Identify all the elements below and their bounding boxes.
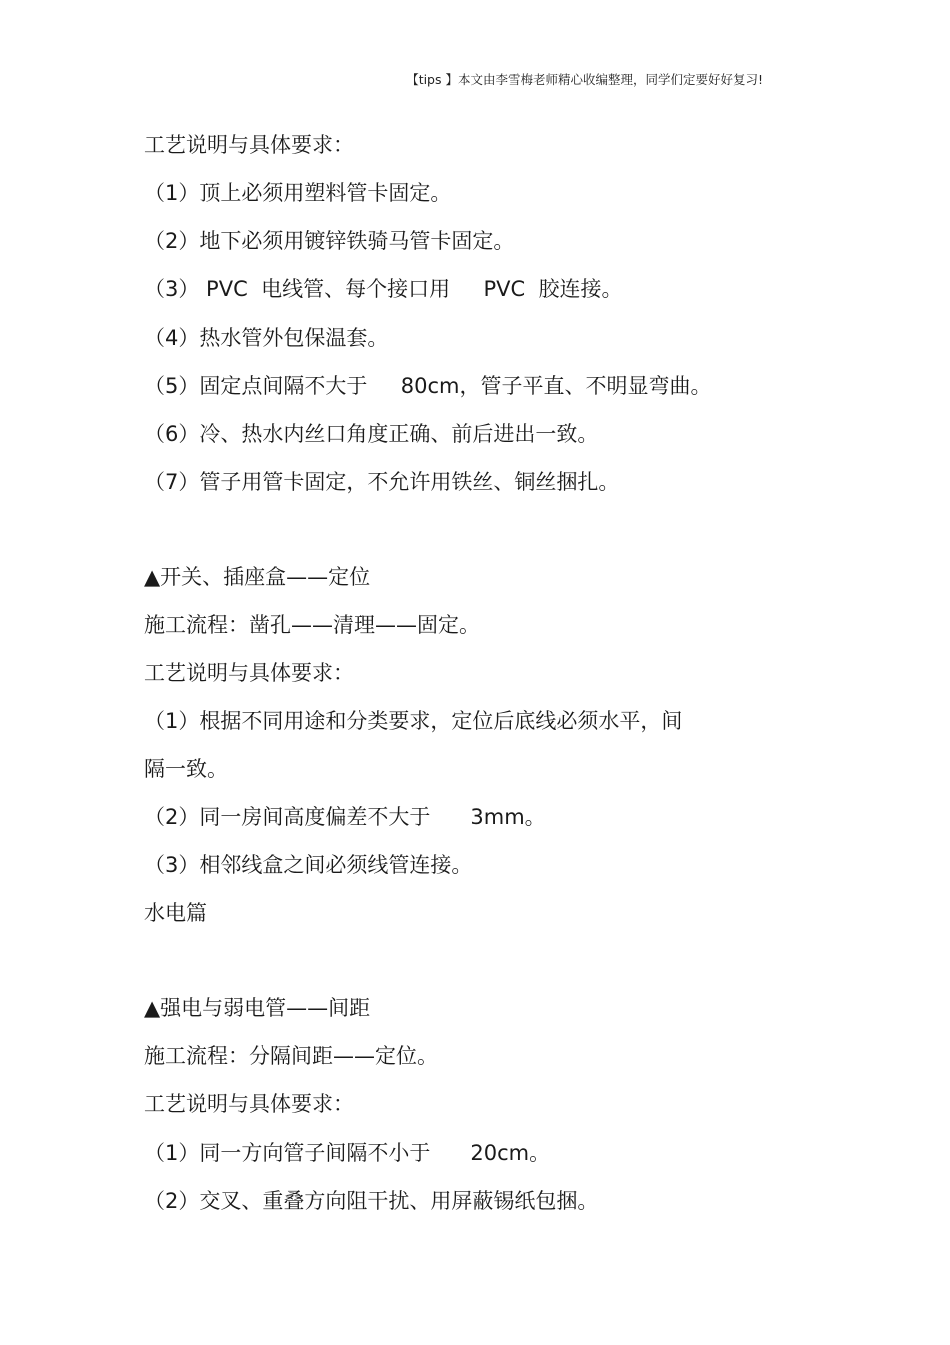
requirement-item-1-continued: 隔一致。 <box>144 757 228 781</box>
section-heading-process-requirements: 工艺说明与具体要求： <box>144 661 354 685</box>
requirement-item-2: （2）同一房间高度偏差不大于 3mm。 <box>144 805 546 829</box>
requirement-item-3: （3）相邻线盒之间必须线管连接。 <box>144 853 473 877</box>
requirement-item-2: （2）交叉、重叠方向阻干扰、用屏蔽锡纸包捆。 <box>144 1189 599 1213</box>
construction-process-line: 施工流程：分隔间距——定位。 <box>144 1044 438 1068</box>
requirement-item-2: （2）地下必须用镀锌铁骑马管卡固定。 <box>144 229 515 253</box>
requirement-item-6: （6）冷、热水内丝口角度正确、前后进出一致。 <box>144 422 599 446</box>
section-heading-strong-weak-conduit: ▲强电与弱电管——间距 <box>144 996 371 1020</box>
requirement-item-3: （3） PVC 电线管、每个接口用 PVC 胶连接。 <box>144 277 623 301</box>
requirement-item-5: （5）固定点间隔不大于 80cm，管子平直、不明显弯曲。 <box>144 374 712 398</box>
requirement-item-1: （1）同一方向管子间隔不小于 20cm。 <box>144 1141 551 1165</box>
section-heading-process-requirements: 工艺说明与具体要求： <box>144 133 354 157</box>
section-heading-process-requirements: 工艺说明与具体要求： <box>144 1092 354 1116</box>
chapter-label: 水电篇 <box>144 901 207 925</box>
section-heading-switch-socket-box: ▲开关、插座盒——定位 <box>144 565 371 589</box>
requirement-item-7: （7）管子用管卡固定，不允许用铁丝、铜丝捆扎。 <box>144 470 620 494</box>
tips-header-note: 【tips 】本文由李雪梅老师精心收编整理，同学们定要好好复习! <box>406 72 763 87</box>
requirement-item-1: （1）顶上必须用塑料管卡固定。 <box>144 181 452 205</box>
requirement-item-1: （1）根据不同用途和分类要求，定位后底线必须水平，间 <box>144 709 683 733</box>
construction-process-line: 施工流程：凿孔——清理——固定。 <box>144 613 480 637</box>
requirement-item-4: （4）热水管外包保温套。 <box>144 326 389 350</box>
